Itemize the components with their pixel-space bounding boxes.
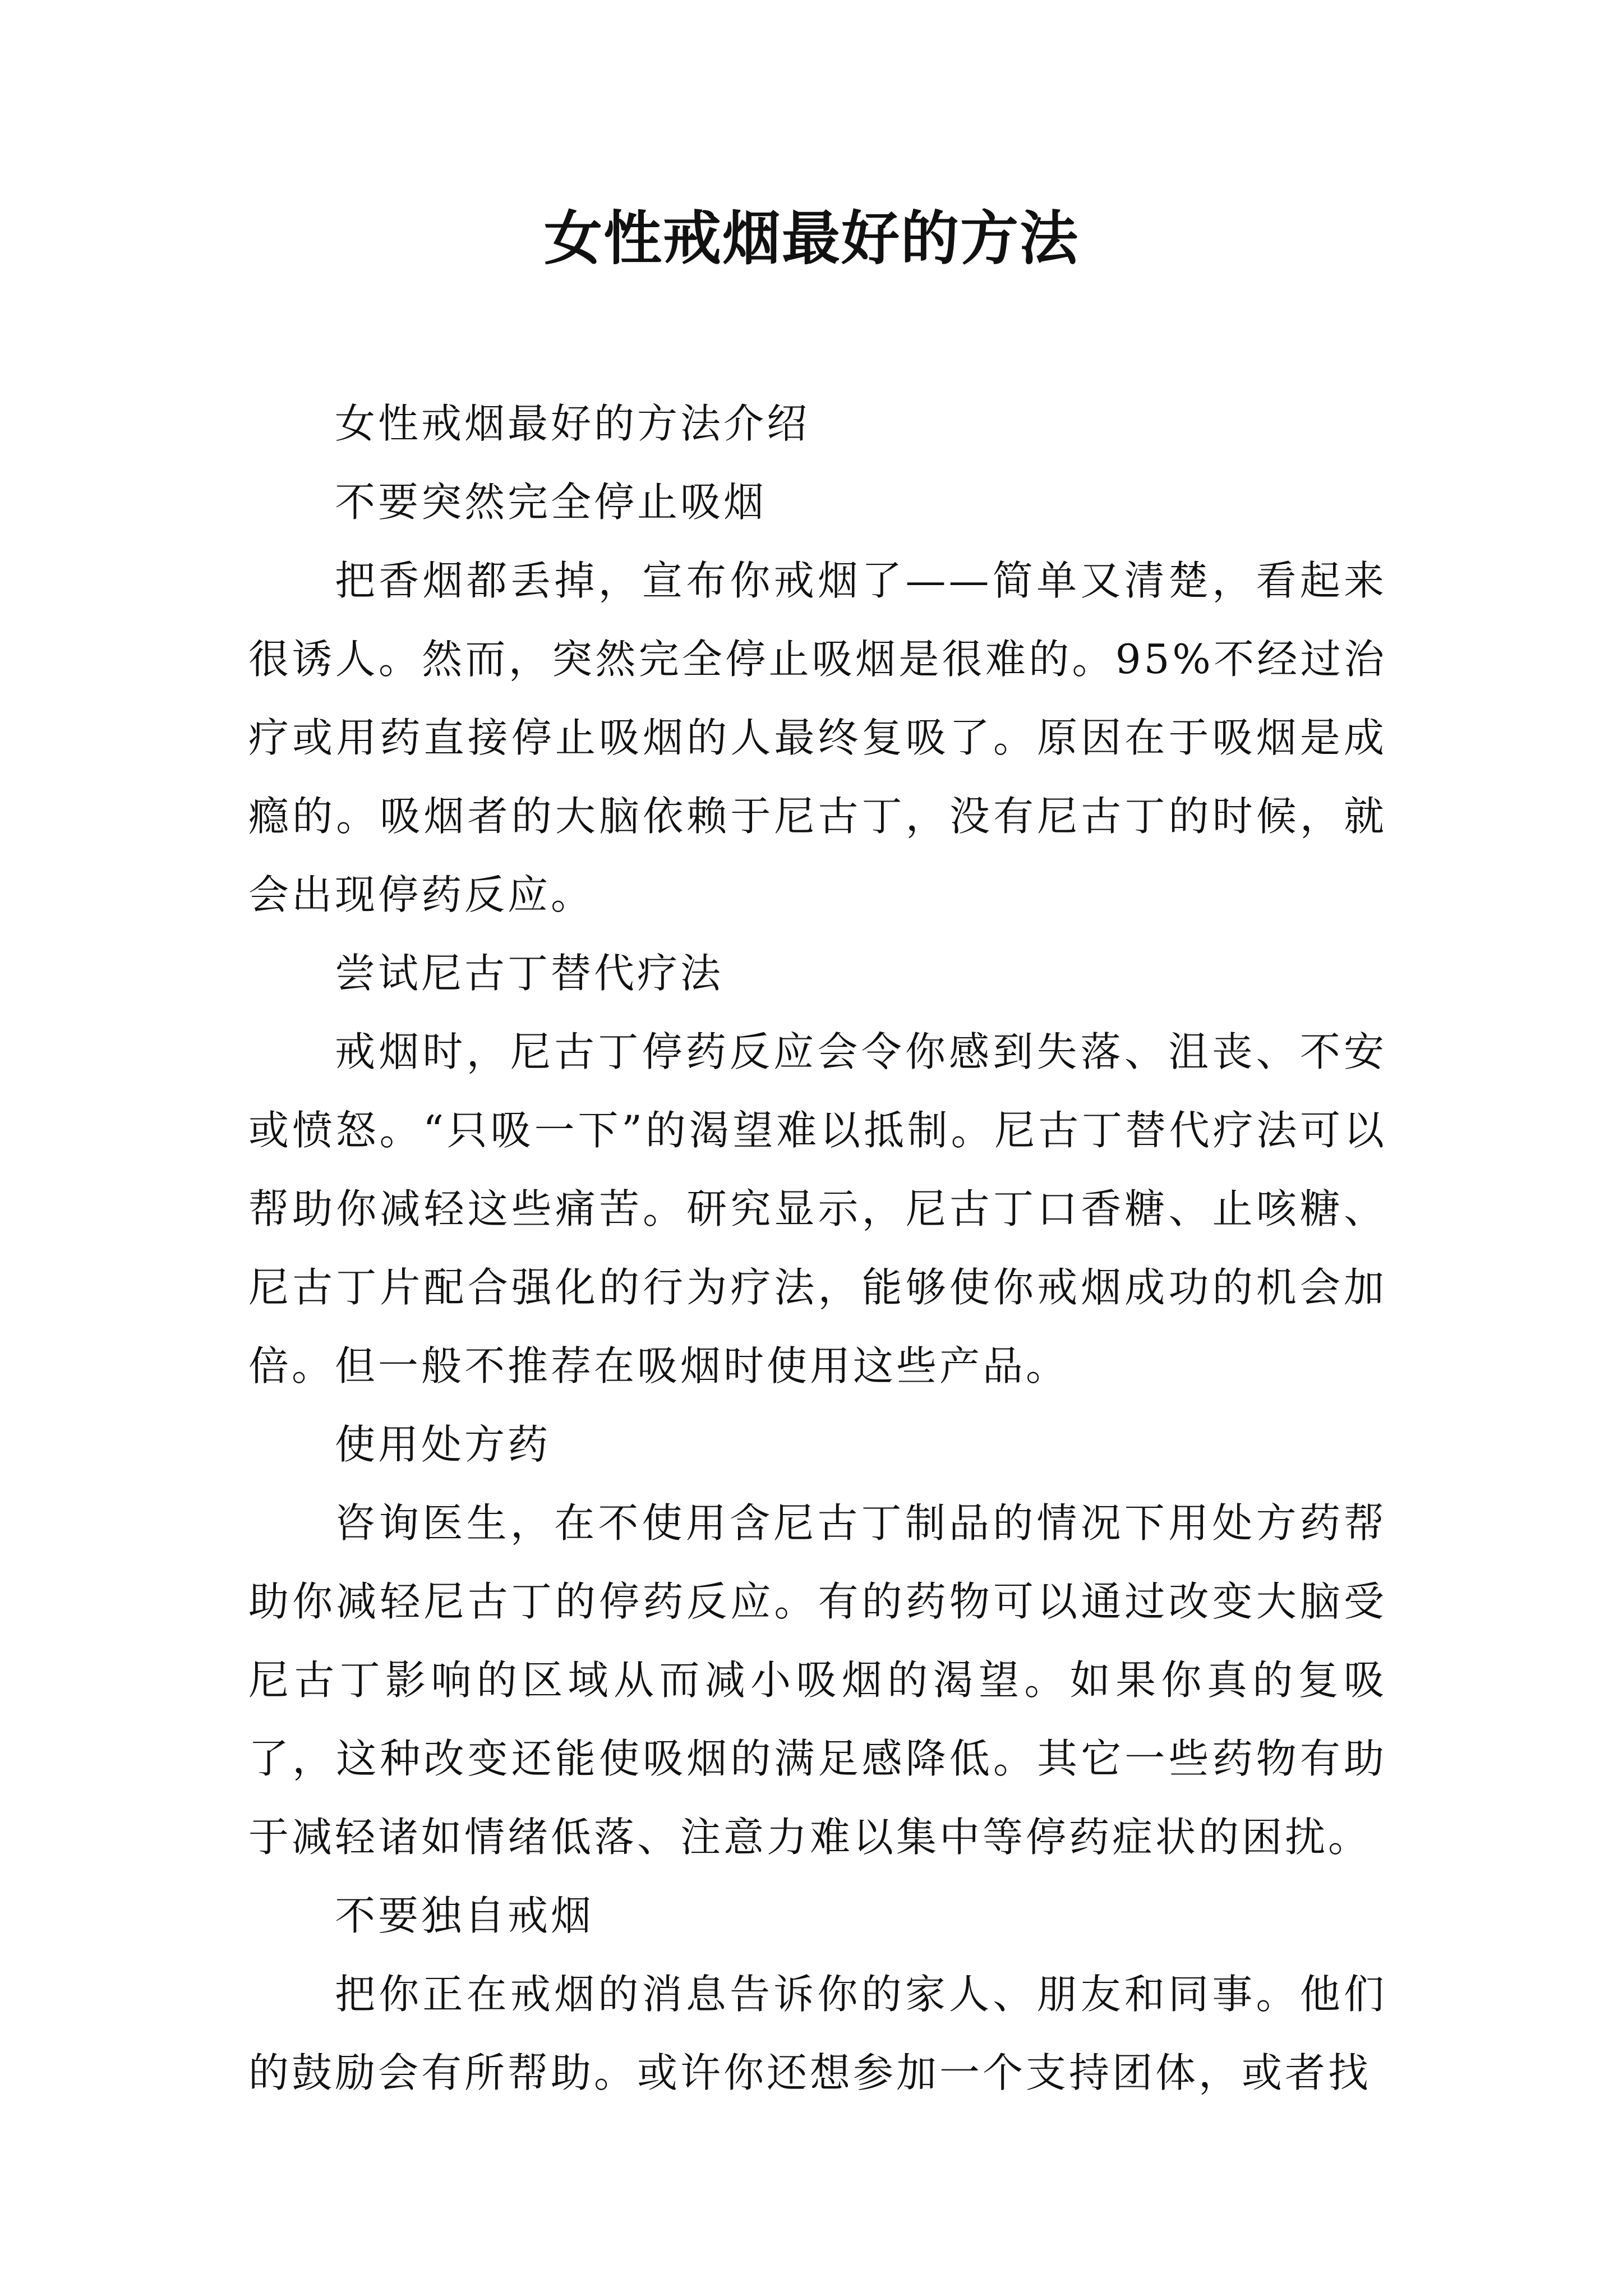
heading-nicotine-replacement: 尝试尼古丁替代疗法 (335, 950, 724, 997)
heading-do-not-stop-suddenly: 不要突然完全停止吸烟 (335, 478, 767, 526)
heading-prescription-drugs: 使用处方药 (335, 1421, 551, 1468)
document-title: 女性戒烟最好的方法 (543, 204, 1079, 273)
paragraph-prescription-drugs: 咨询医生，在不使用含尼古丁制品的情况下用处方药帮助你减轻尼古丁的停药反应。有的药物可以通过改变大脑受尼古丁影响的区域从而减小吸烟的渴望。如果你真的复吸了，这种改变还能使吸烟的满足感降低。其它一些药物有助于减轻诸如情绪低落、注意力难以集中等停药症状的困扰。 (248, 1499, 1387, 1861)
paragraph-do-not-quit-alone: 把你正在戒烟的消息告诉你的家人、朋友和同事。他们的鼓励会有所帮助。或许你还想参加一个支持团体，或者找 (248, 1971, 1387, 2096)
heading-do-not-quit-alone: 不要独自戒烟 (335, 1892, 594, 1939)
section-intro: 女性戒烟最好的方法介绍 (335, 400, 810, 447)
paragraph-nicotine-replacement: 戒烟时，尼古丁停药反应会令你感到失落、沮丧、不安或愤怒。“只吸一下”的渴望难以抵制。尼古丁替代疗法可以帮助你减轻这些痛苦。研究显示，尼古丁口香糖、止咳糖、尼古丁片配合强化的行为疗法，能够使你戒烟成功的机会加倍。但一般不推荐在吸烟时使用这些产品。 (248, 1028, 1387, 1389)
paragraph-stop-suddenly: 把香烟都丢掉，宣布你戒烟了——简单又清楚，看起来很诱人。然而，突然完全停止吸烟是很难的。95%不经过治疗或用药直接停止吸烟的人最终复吸了。原因在于吸烟是成瘾的。吸烟者的大脑依赖于尼古丁，没有尼古丁的时候，就会出现停药反应。 (248, 557, 1387, 918)
document-body (248, 384, 1387, 2112)
